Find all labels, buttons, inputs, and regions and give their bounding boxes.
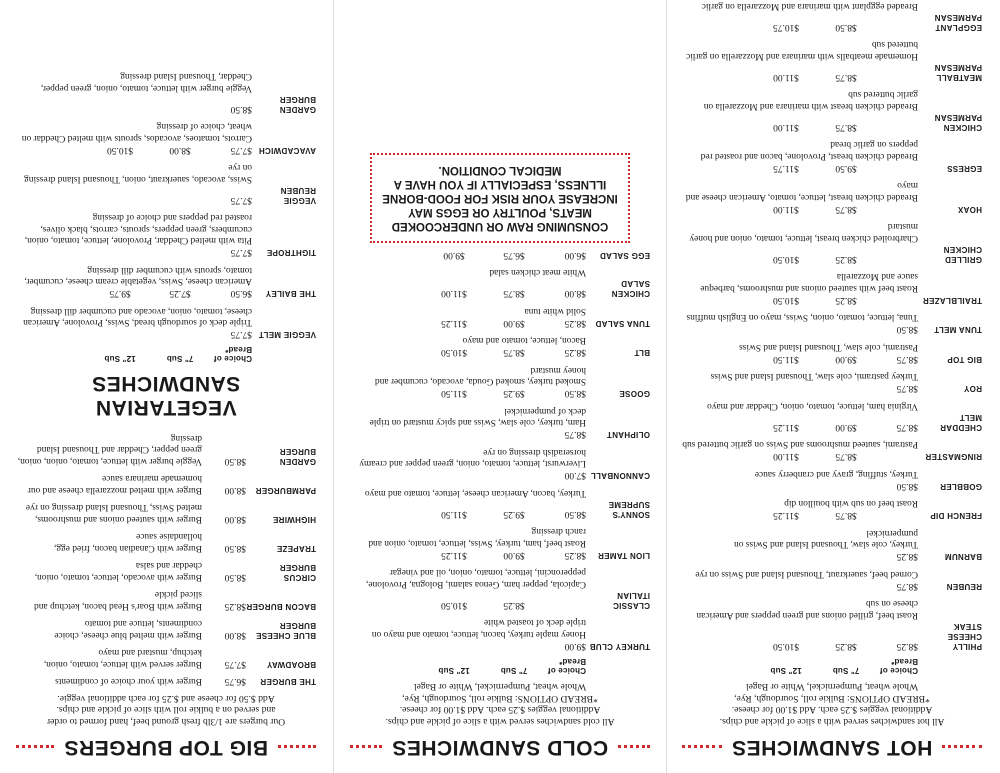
item-price: $8.25 xyxy=(224,601,246,611)
cold-item-list xyxy=(350,249,650,651)
hot-sandwiches-column xyxy=(682,0,982,759)
burgers-intro xyxy=(22,693,310,728)
price-header-row xyxy=(350,657,650,675)
item-name: TUNA SALAD xyxy=(595,319,650,328)
item-price: $8.50 xyxy=(224,543,246,553)
header-12in: 12" Sub xyxy=(104,354,136,364)
item-description: Roast beef with sauteed onions and mushrooms, barbeque sauce and Mozzarella xyxy=(700,271,918,293)
item-price: $6.75 xyxy=(224,676,246,687)
price-bread: $8.50 xyxy=(896,481,918,491)
item-name: REUBEN xyxy=(946,582,982,591)
price-12in-sub: $11.25 xyxy=(773,510,799,521)
item-name: VEGGIE MELT xyxy=(258,330,316,340)
price-bread: $8.50 xyxy=(230,104,252,114)
item-price: $8.00 xyxy=(224,485,246,495)
item-description: Pastrami, cole slaw, Thousand Island and Swiss xyxy=(739,342,918,352)
item-description: Turkey pastrami, cole slaw, Thousand Island and Swiss xyxy=(710,371,918,382)
price-bread: $6.50 xyxy=(230,288,252,299)
intro-line: Additional veggies $.25 each. Add $1.00 for cheese. xyxy=(731,704,933,716)
dotted-rule xyxy=(682,746,722,749)
menu-item xyxy=(682,38,982,82)
price-12in-sub: $11.50 xyxy=(441,388,467,399)
price-7in-sub: $9.00 xyxy=(503,550,525,560)
price-bread: $7.00 xyxy=(564,470,586,481)
item-description: Breaded eggplant with marinara and Mozzarella on garlic xyxy=(701,1,918,11)
menu-item xyxy=(16,646,316,669)
item-description: Pita with melted Cheddar, Provolone, lettuce, tomato, onion, cucumbers, green peppers, sprouts, carrots, black olives, roasted red peppers and choice of dressing xyxy=(24,212,252,246)
menu-item xyxy=(682,0,982,32)
menu-item xyxy=(16,617,316,640)
price-7in-sub: $9.25 xyxy=(503,509,525,519)
item-description: Pastrami, sauteed mushrooms and Swiss on garlic buttered sub xyxy=(682,439,918,450)
price-bread: $8.25 xyxy=(896,641,918,651)
item-name: GOBBLER xyxy=(939,482,982,491)
item-name: THE BURGER xyxy=(260,677,316,687)
item-price: $7.75 xyxy=(224,659,246,669)
price-7in-sub: $8.75 xyxy=(503,288,525,299)
price-7in-sub: $8.75 xyxy=(835,451,857,462)
item-description: Burger with Boar's Head bacon, ketchup and sliced pickle xyxy=(34,589,202,611)
price-bread: $8.50 xyxy=(896,324,918,335)
menu-item xyxy=(350,446,650,481)
price-12in-sub: $11.00 xyxy=(773,451,799,462)
menu-item xyxy=(682,438,982,462)
price-12in-sub: $10.75 xyxy=(772,22,800,32)
item-description: Virginia ham, lettuce, tomato, onion, Cheddar and mayo xyxy=(707,401,918,411)
fold-line xyxy=(333,0,334,773)
intro-line: and served on a bulkie roll with slice of pickle and chips. xyxy=(56,704,276,716)
menu-item xyxy=(16,161,316,205)
item-description: Homemade meatballs with marinara and Mozzarella on garlic buttered sub xyxy=(686,39,918,61)
item-name: PARMBURGER xyxy=(255,486,316,495)
item-description: Breaded chicken breast with marinara and Mozzarella on garlic buttered sub xyxy=(703,89,918,111)
price-bread: $8.25 xyxy=(564,318,586,328)
item-name: TRAILBLAZER xyxy=(922,296,982,305)
item-price: $8.50 xyxy=(224,456,246,466)
price-12in-sub: $10.50 xyxy=(106,145,134,155)
item-description: Burger with Canadian bacon, fried egg, hollandaise sauce xyxy=(54,531,202,553)
item-name: BACON BURGER xyxy=(246,602,316,611)
intro-line: Whole wheat, Pumpernickel, White or Bagel xyxy=(745,681,919,693)
item-name: PHILLY CHEESE STEAK xyxy=(947,622,982,651)
item-name: FRENCH DIP xyxy=(930,511,982,521)
price-12in-sub: $11.00 xyxy=(441,288,467,299)
header-7in: 7" Sub xyxy=(500,666,528,675)
item-name: TURKEY CLUB xyxy=(589,642,650,651)
price-12in-sub: $10.50 xyxy=(440,347,468,358)
price-12in-sub: $9.75 xyxy=(109,288,131,299)
item-name: TIGHTROPE xyxy=(266,248,316,258)
price-7in-sub: $6.75 xyxy=(503,250,525,260)
price-bread: $8.75 xyxy=(896,383,918,394)
item-name: HOAX xyxy=(957,205,982,214)
price-bread: $8.25 xyxy=(896,551,918,562)
price-bread: $8.25 xyxy=(564,347,586,358)
item-name: AVACADWICH xyxy=(258,146,316,155)
item-description: Burger with melted mozzarella cheese and our homemade marinara sauce xyxy=(27,473,202,495)
price-bread: $8.00 xyxy=(564,288,586,299)
price-7in-sub: $8.75 xyxy=(835,122,857,132)
menu-item xyxy=(16,530,316,553)
item-description: White meat chicken salad xyxy=(489,267,586,278)
menu-item xyxy=(350,616,650,651)
menu-item xyxy=(682,568,982,592)
item-name: BARNUM xyxy=(944,552,982,562)
header-7in: 7" Sub xyxy=(166,354,194,364)
price-header-row xyxy=(16,346,316,364)
vegetarian-title xyxy=(16,372,316,420)
section-title-text: COLD SANDWICHES xyxy=(391,736,609,759)
price-bread: $6.00 xyxy=(564,250,586,260)
item-name: BIG TOP xyxy=(947,355,982,364)
menu-item xyxy=(16,501,316,524)
fold-line xyxy=(666,0,667,773)
section-title-text: VEGETARIAN SANDWICHES xyxy=(91,372,241,420)
price-12in-sub: $11.00 xyxy=(773,72,799,82)
menu-item xyxy=(16,588,316,611)
menu-item xyxy=(350,525,650,560)
item-name: EGRESS xyxy=(946,164,982,173)
burger-item-list xyxy=(16,432,316,687)
item-description: Bacon, lettuce, tomato and mayo xyxy=(462,335,586,346)
menu-item xyxy=(16,211,316,258)
menu-item xyxy=(682,179,982,214)
header-bread: Choice of Bread* xyxy=(547,657,586,675)
price-bread: $8.75 xyxy=(896,422,918,432)
item-name: BLUE CHEESE BURGER xyxy=(255,621,316,640)
intro-line: *BREAD OPTIONS: Bulkie roll, Sourdough, Rye, xyxy=(734,693,930,704)
item-name: SONNY'S SUPREME xyxy=(608,500,650,519)
item-description: Smoked turkey, smoked Gouda, avocado, cucumber and honey mustard xyxy=(374,365,586,387)
price-12in-sub: $11.50 xyxy=(441,509,467,519)
price-7in-sub: $8.75 xyxy=(503,347,525,358)
price-7in-sub: $8.75 xyxy=(835,204,857,214)
price-header-row xyxy=(682,657,982,675)
header-bread: Choice of Bread* xyxy=(879,657,918,675)
menu-item xyxy=(16,472,316,495)
price-bread: $8.50 xyxy=(564,509,586,519)
item-description: Capicola, pepper ham, Genoa salami, Bologna, Provolone, pepperoncini, lettuce, tomato, onion, oil and vinegar xyxy=(366,567,586,589)
dotted-rule xyxy=(278,746,316,749)
price-7in-sub: $9.50 xyxy=(835,163,857,173)
item-price: $8.00 xyxy=(224,514,246,524)
item-description: Burger with sauteed onions and mushrooms, melted Swiss, Thousand Island dressing on rye xyxy=(25,502,202,524)
menu-item xyxy=(682,88,982,132)
price-7in-sub: $8.75 xyxy=(835,510,857,521)
price-bread: $8.50 xyxy=(564,388,586,399)
price-12in-sub: $9.00 xyxy=(443,250,465,260)
price-7in-sub: $8.25 xyxy=(835,254,857,264)
item-description: Roast beef on sub with bouillon dip xyxy=(784,498,918,509)
burgers-title xyxy=(16,735,316,759)
intro-line: Add $.50 for cheese and $.25 for each additional veggie. xyxy=(57,693,275,704)
item-name: TRAPEZE xyxy=(276,544,316,553)
item-name: GOOSE xyxy=(619,389,650,399)
price-12in-sub: $10.50 xyxy=(772,254,800,264)
item-description: Roast beef, ham, turkey, Swiss, lettuce, tomato, onion and ranch dressing xyxy=(368,526,586,548)
item-description: Veggie burger with lettuce, tomato, onion, onion, green pepper, Cheddar and Thousand Island dressing xyxy=(17,433,202,466)
price-7in-sub: $9.00 xyxy=(503,318,525,328)
item-description: Triple deck of sourdough bread, Swiss, Provolone, American cheese, tomato, onion, avocado and cucumber dill dressing xyxy=(23,306,252,328)
item-name: MEATBALL PARMESAN xyxy=(934,63,982,82)
price-12in-sub: $11.75 xyxy=(773,163,799,173)
menu-item xyxy=(16,559,316,582)
intro-line: All cold sandwiches served with a slice of pickle and chips. xyxy=(385,716,615,727)
hot-item-list xyxy=(682,0,982,651)
menu-item xyxy=(350,334,650,358)
cold-intro xyxy=(356,681,644,727)
price-7in-sub: $9.00 xyxy=(835,354,857,364)
price-bread: $7.75 xyxy=(230,329,252,340)
menu-item xyxy=(682,138,982,173)
price-7in-sub: $8.75 xyxy=(835,72,857,82)
price-12in-sub: $11.25 xyxy=(441,550,467,560)
item-description: Breaded chicken breast, Provolone, bacon and roasted red peppers on garlic bread xyxy=(700,139,918,161)
intro-line: Our burgers are 1/3lb fresh ground beef, hand formed to order xyxy=(46,716,286,727)
menu-item xyxy=(682,341,982,365)
menu-item xyxy=(682,400,982,433)
intro-line: *BREAD OPTIONS: Bulkie roll, Sourdough, Rye, xyxy=(402,693,598,704)
menu-item xyxy=(682,370,982,394)
item-name: THE BAILEY xyxy=(265,289,316,299)
price-7in-sub: $8.00 xyxy=(169,145,191,155)
menu-item xyxy=(682,311,982,335)
item-description: Carrots, tomatoes, avocados, sprouts with melted Cheddar on wheat, choice of dressing xyxy=(21,121,252,143)
cold-sandwiches-title xyxy=(350,735,650,759)
burgers-veg-column xyxy=(16,64,316,759)
item-name: HIGHWIRE xyxy=(272,515,316,524)
item-description: Breaded chicken breast, lettuce, tomato, American cheese and mayo xyxy=(685,180,918,202)
item-description: Roast beef, grilled onions and green peppers and American cheese on sub xyxy=(696,598,918,620)
item-name: EGGPLANT PARMESAN xyxy=(934,13,982,32)
item-description: Burger with avocado, lettuce, tomato, onion, cheddar and salsa xyxy=(34,560,202,582)
menu-item xyxy=(16,264,316,299)
item-description: Solid white tuna xyxy=(524,306,586,316)
item-name: BLT xyxy=(634,348,650,358)
price-12in-sub: $10.50 xyxy=(772,295,800,305)
item-description: Burger with your choice of condiments xyxy=(55,676,202,687)
menu-item xyxy=(350,266,650,299)
menu-item xyxy=(682,597,982,651)
item-name: GRILLED CHICKEN xyxy=(943,245,982,264)
item-description: American cheese, Swiss, vegetable cream cheese, cucumber, tomato, sprouts with cucumber dill dressing xyxy=(24,265,252,287)
item-name: OLIPHANT xyxy=(606,430,650,440)
dotted-rule xyxy=(942,746,982,749)
price-12in-sub: $11.25 xyxy=(441,318,467,328)
price-7in-sub: $8.25 xyxy=(835,295,857,305)
menu-item xyxy=(350,305,650,329)
header-7in: 7" Sub xyxy=(832,666,860,675)
intro-line: All hot sandwiches served with a slice of pickle and chips. xyxy=(719,716,945,727)
price-bread: $7.75 xyxy=(230,195,252,205)
price-12in-sub: $11.50 xyxy=(773,354,799,364)
item-description: Charbroiled chicken breast, lettuce, tomato, onion and honey mustard xyxy=(689,221,918,243)
price-12in-sub: $11.00 xyxy=(773,122,799,132)
item-description: Burger served with lettuce, tomato, onion, ketchup, mustard and mayo xyxy=(43,647,202,669)
item-description: Tuna, lettuce, tomato, onion, Swiss, mayo on English muffins xyxy=(686,312,918,323)
item-description: Corned beef, sauerkraut, Thousand Island and Swiss on rye xyxy=(695,569,918,579)
menu-item xyxy=(682,220,982,264)
item-name: RINGMASTER xyxy=(925,452,982,462)
menu-item xyxy=(350,249,650,260)
menu-item xyxy=(682,270,982,305)
item-name: TUNA MELT xyxy=(933,325,982,335)
hot-sandwiches-title xyxy=(682,735,982,759)
item-description: Turkey, stuffing, gravy and cranberry sauce xyxy=(754,469,918,479)
intro-line: Additional veggies $.25 each. Add $1.00 for cheese. xyxy=(399,704,601,716)
menu-item xyxy=(16,675,316,687)
item-name: ROY xyxy=(963,384,982,394)
item-price: $8.50 xyxy=(224,572,246,582)
price-bread: $8.25 xyxy=(564,550,586,560)
price-bread: $8.75 xyxy=(564,429,586,440)
item-name: VEGGIE REUBEN xyxy=(280,186,316,205)
item-name: CHICKEN SALAD xyxy=(611,279,650,299)
item-name: EGG SALAD xyxy=(599,251,650,260)
price-12in-sub: $10.50 xyxy=(440,600,468,610)
item-description: Veggie burger with lettuce, tomato, onion, green pepper, Cheddar, Thousand Island dressing xyxy=(40,71,252,93)
hot-intro xyxy=(688,681,976,727)
header-12in: 12" Sub xyxy=(770,666,802,675)
item-name: LION TAMER xyxy=(597,551,650,560)
item-name: GARDEN BURGER xyxy=(279,95,316,114)
item-description: Ham, turkey, cole slaw, Swiss and spicy mustard on triple deck of pumpernickel xyxy=(369,406,586,428)
item-name: GARDEN BURGER xyxy=(279,447,316,466)
price-7in-sub: $8.50 xyxy=(835,22,857,32)
item-name: CLASSIC ITALIAN xyxy=(612,591,650,610)
menu-item xyxy=(16,432,316,467)
menu-item xyxy=(350,364,650,399)
menu-item xyxy=(16,305,316,340)
item-description: Burger with melted blue cheese, choice condiments, lettuce and tomato xyxy=(54,618,202,640)
price-bread: $8.75 xyxy=(896,354,918,364)
veg-item-list xyxy=(16,70,316,340)
menu-item xyxy=(16,70,316,114)
header-12in: 12" Sub xyxy=(438,666,470,675)
price-7in-sub: $8.25 xyxy=(503,600,525,610)
food-safety-warning: CONSUMING RAW OR UNDERCOOKED MEATS, POULTRY OR EGGS MAY INCREASE YOUR RISK FOR FOOD-BORNE ILLNESS, ESPECIALLY IF YOU HAVE A MEDICAL CONDITION. xyxy=(370,153,630,243)
price-bread: $8.75 xyxy=(896,581,918,591)
cold-sandwiches-column xyxy=(350,153,650,759)
price-7in-sub: $9.25 xyxy=(503,388,525,399)
dotted-rule xyxy=(618,746,650,749)
menu-item xyxy=(350,566,650,610)
item-name: CANNONBALL xyxy=(590,471,650,481)
item-name: CIRCUS BURGER xyxy=(279,563,316,582)
item-description: Honey maple turkey, bacon, lettuce, tomato and mayo on triple deck of toasted white xyxy=(371,617,586,639)
price-12in-sub: $11.25 xyxy=(773,422,799,432)
menu-item xyxy=(682,497,982,521)
menu-item xyxy=(350,405,650,440)
price-bread: $7.75 xyxy=(230,247,252,258)
dotted-rule xyxy=(16,746,54,749)
menu-item xyxy=(350,487,650,520)
item-description: Turkey, bacon, American cheese, lettuce, tomato and mayo xyxy=(364,488,586,498)
header-bread: Choice of Bread* xyxy=(213,345,252,364)
item-description: Swiss, avocado, sauerkraut, onion, Thousand Island dressing on rye xyxy=(24,162,252,184)
price-7in-sub: $7.25 xyxy=(169,288,191,299)
menu-item xyxy=(682,527,982,562)
menu-item xyxy=(16,120,316,155)
item-name: BROADWAY xyxy=(266,660,316,669)
section-title-text: BIG TOP BURGERS xyxy=(64,736,268,759)
price-bread: $7.75 xyxy=(230,145,252,155)
item-name: CHICKEN PARMESAN xyxy=(934,113,982,132)
item-price: $8.00 xyxy=(224,630,246,640)
price-7in-sub: $9.00 xyxy=(835,422,857,432)
price-bread: $9.00 xyxy=(564,641,586,651)
price-12in-sub: $11.00 xyxy=(773,204,799,214)
dotted-rule xyxy=(350,746,382,749)
item-name: CHEDDAR MELT xyxy=(939,413,982,432)
item-description: Liverwurst, lettuce, tomato, onion, green pepper and creamy horseradish dressing on rye xyxy=(359,447,586,469)
price-12in-sub: $10.50 xyxy=(772,641,800,651)
price-7in-sub: $8.25 xyxy=(835,641,857,651)
intro-line: Whole wheat, Pumpernickel, White or Bagel xyxy=(413,681,587,693)
menu-item xyxy=(682,468,982,492)
item-description: Turkey, cole slaw, Thousand Island and Swiss on pumpernickel xyxy=(734,528,918,550)
section-title-text: HOT SANDWICHES xyxy=(731,736,933,759)
